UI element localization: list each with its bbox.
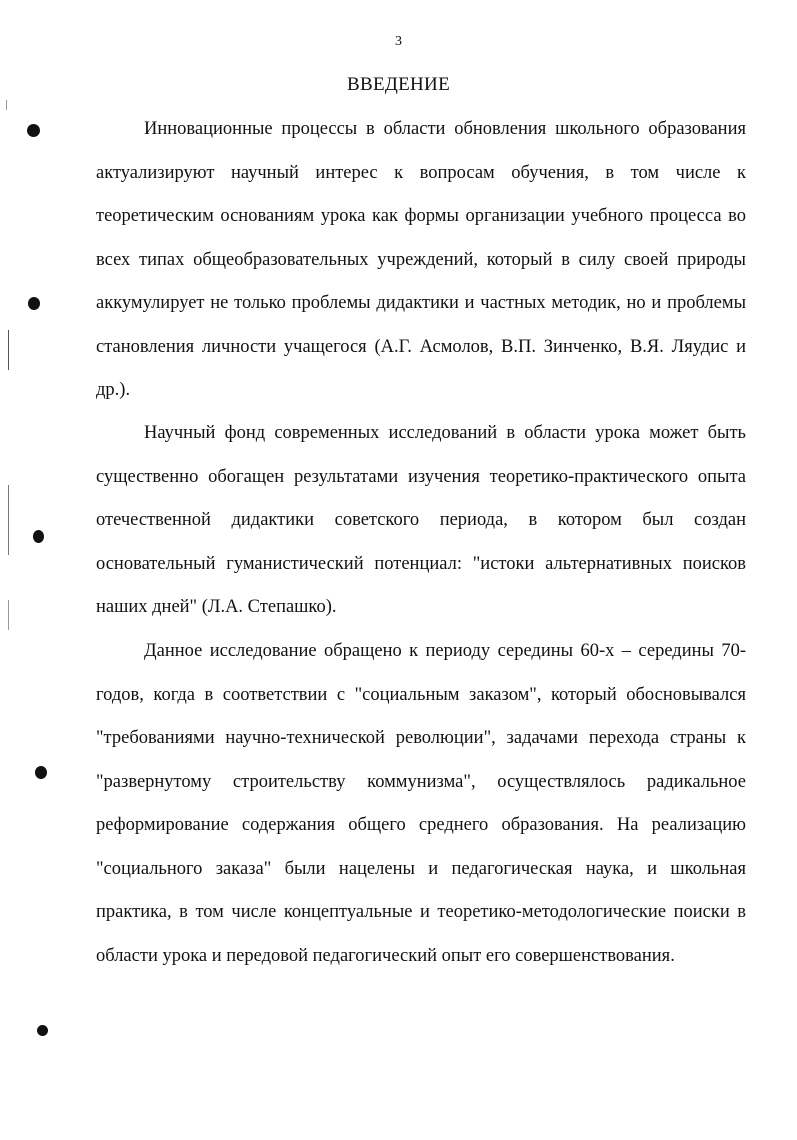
punch-hole-mark — [33, 530, 44, 543]
punch-hole-mark — [27, 124, 40, 137]
punch-hole-mark — [28, 297, 40, 310]
scan-edge-line — [8, 330, 9, 370]
punch-hole-mark — [37, 1025, 48, 1036]
scan-edge-line — [6, 100, 7, 110]
punch-hole-mark — [35, 766, 47, 779]
paragraph-3 — [96, 630, 746, 978]
scan-edge-line — [8, 600, 9, 630]
paragraph-2 — [96, 412, 746, 630]
paragraph-3-text: Данное исследование обращено к периоду середины 60-х – середины 70-годов, когда в соответствии с "социальным заказом", который обосновывался "требованиями научно-технической революции", задачами перехода страны к "развернутому строительству коммунизма", осуществлялось радикальное реформирование содержания общего среднего образования. На реализацию "социального заказа" были нацелены и педагогическая наука, и школьная практика, в том числе концептуальные и теоретико-методологические поиски в области урока и передовой педагогический опыт его совершенствования. — [96, 641, 746, 966]
paragraph-1 — [96, 108, 746, 413]
paragraph-2-text: Научный фонд современных исследований в области урока может быть существенно обогащен результатами изучения теоретико-практического опыта отечественной дидактики советского периода, в котором был создан основательный гуманистический потенциал: "истоки альтернативных поисков наших дней" (Л.А. Степашко). — [96, 423, 746, 617]
scan-edge-line — [8, 485, 9, 555]
paragraph-1-text: Инновационные процессы в области обновления школьного образования актуализируют научный интерес к вопросам обучения, в том числе к теоретическим основаниям урока как формы организации учебного процесса во всех типах общеобразовательных учреждений, который в силу своей природы аккумулирует не только проблемы дидактики и частных методик, но и проблемы становления личности учащегося (А.Г. Асмолов, В.П. Зинченко, В.Я. Ляудис и др.). — [96, 119, 746, 400]
page-number: 3 — [395, 34, 402, 49]
page-title: ВВЕДЕНИЕ — [347, 74, 450, 95]
